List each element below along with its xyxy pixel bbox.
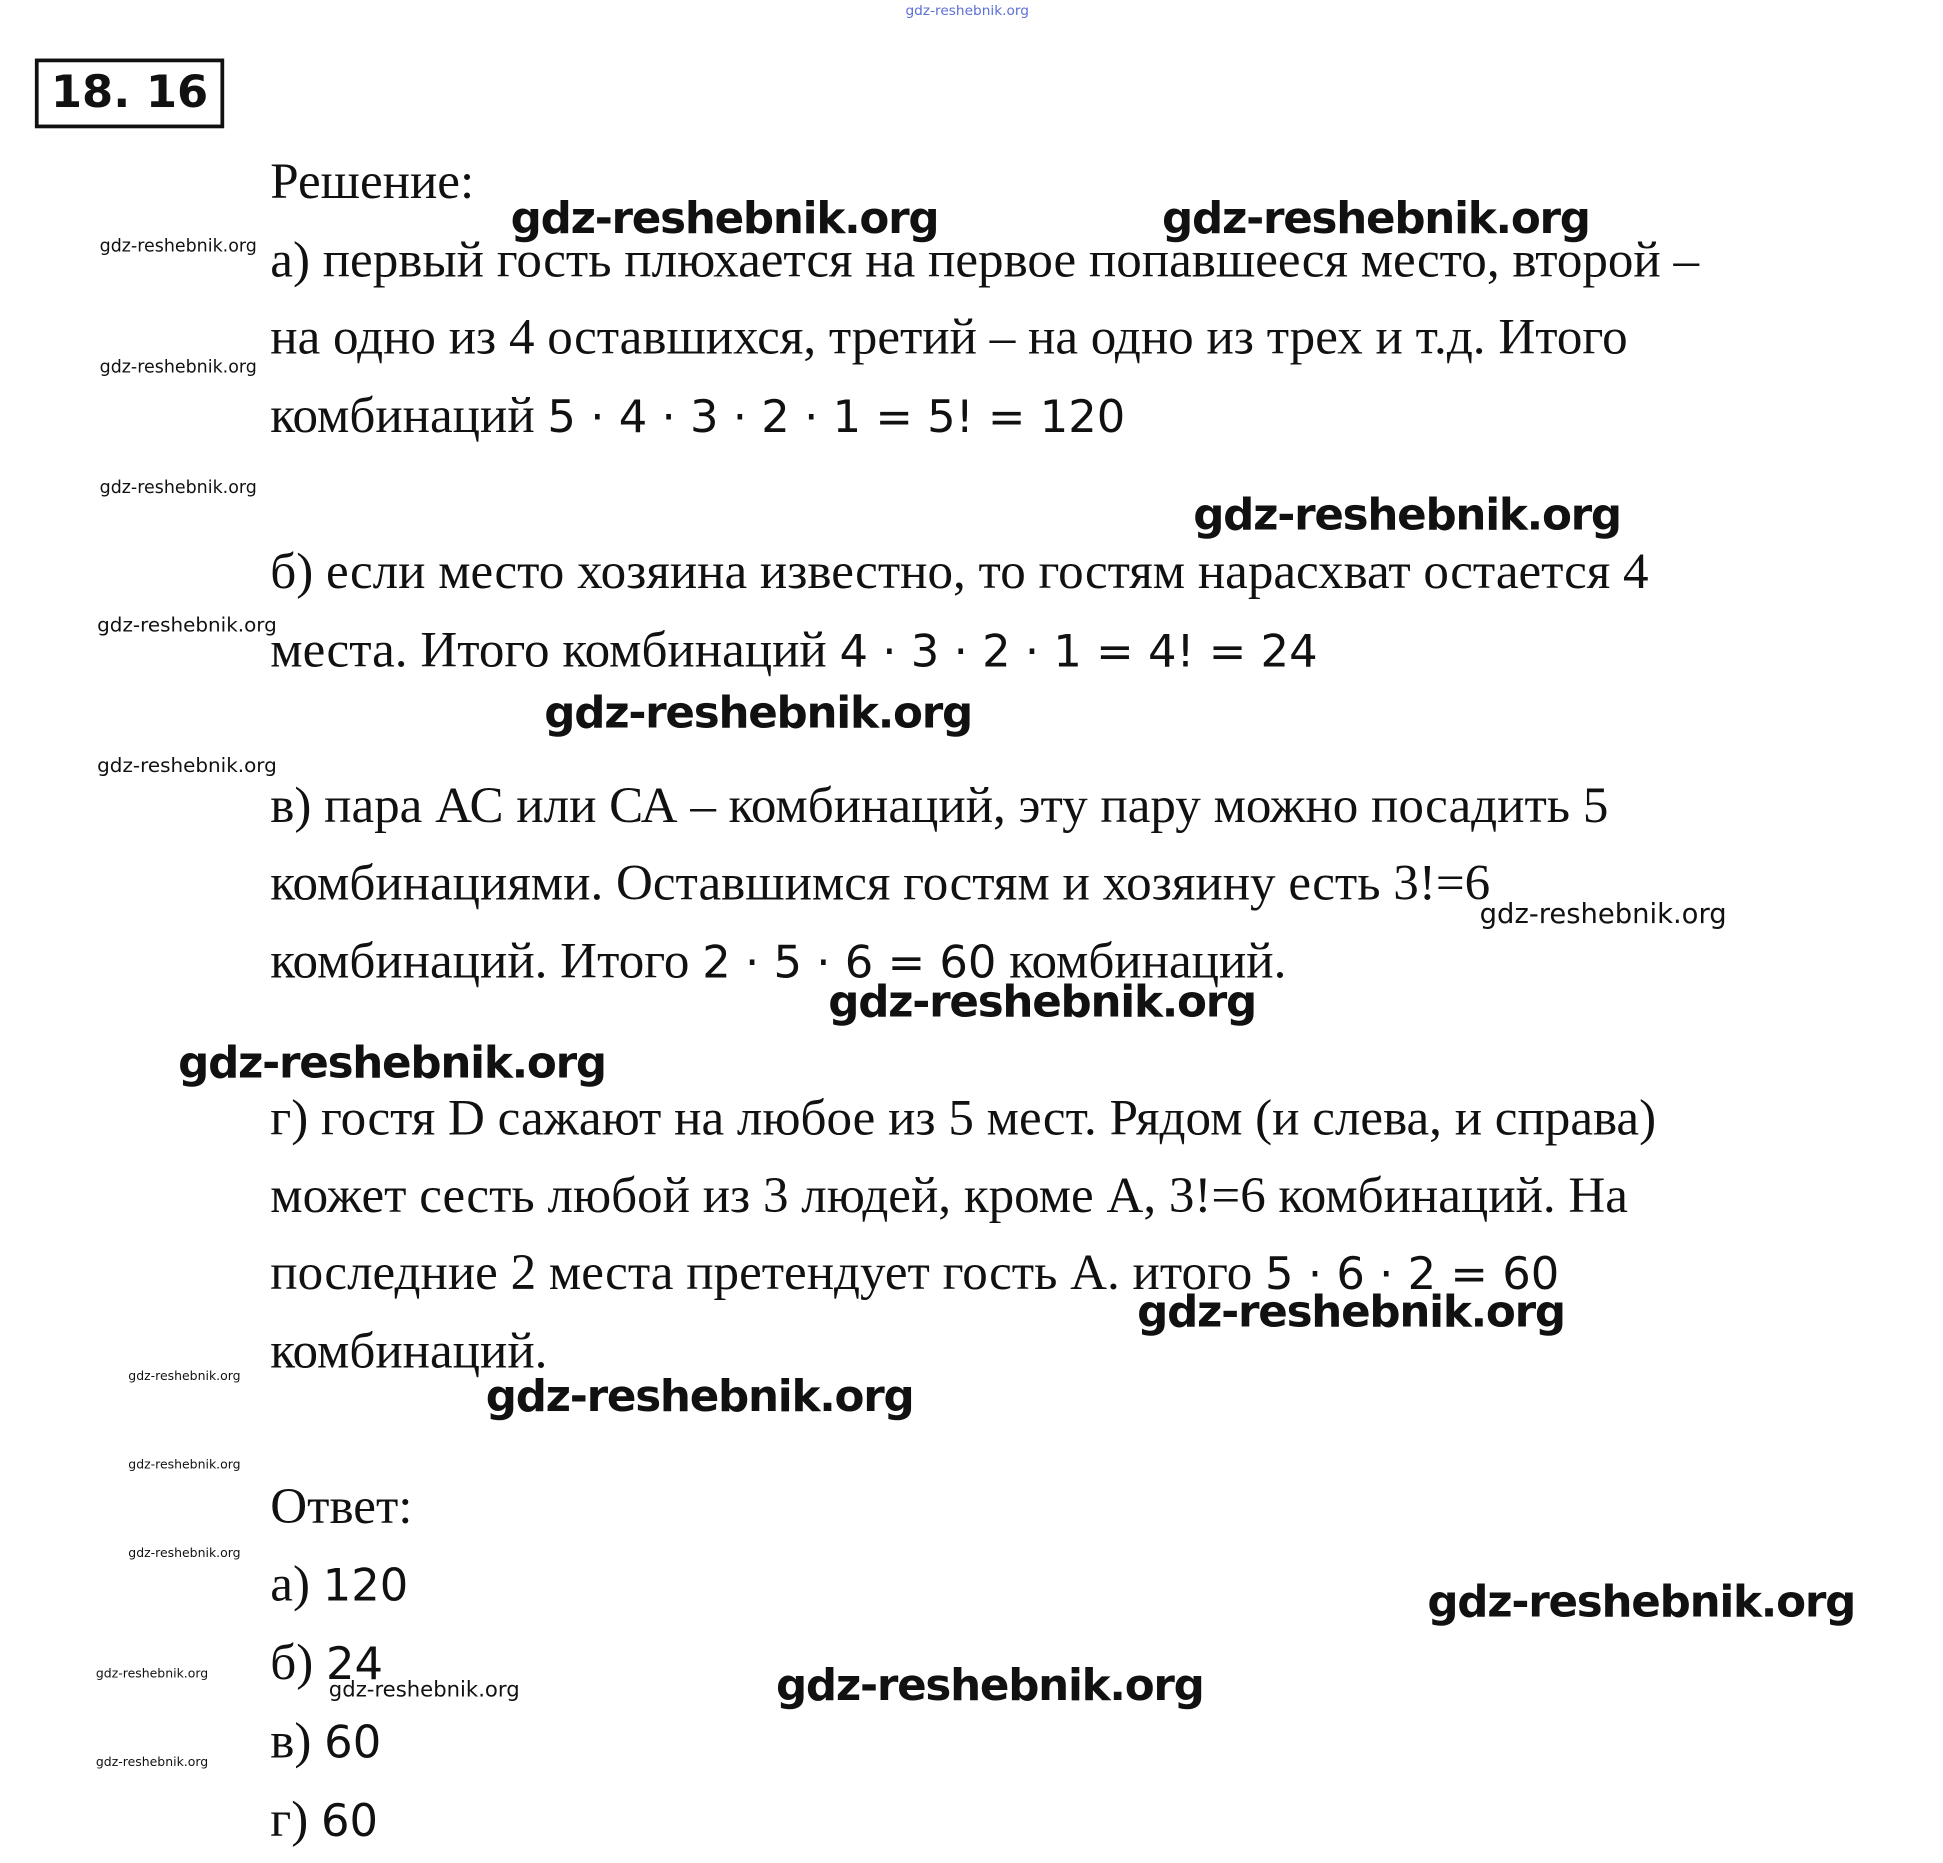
part-v-line-1: в) пара АС или СА – комбинаций, эту пару можно посадить 5	[270, 775, 1609, 834]
part-a-line-1: а) первый гость плюхается на первое попавшееся место, второй –	[270, 230, 1700, 288]
part-a-line-3	[270, 384, 1125, 450]
watermark: gdz-reshebnik.org	[99, 357, 257, 378]
text: комбинаций. Итого	[270, 931, 703, 989]
watermark: gdz-reshebnik.org	[128, 1458, 241, 1473]
part-g-line-2: может сесть любой из 3 людей, кроме А, 3!=6 комбинаций. На	[270, 1165, 1628, 1224]
part-g-line-4: комбинаций.	[270, 1321, 548, 1379]
watermark: gdz-reshebnik.org	[99, 236, 257, 257]
watermark: gdz-reshebnik.org	[128, 1370, 241, 1384]
text: последние 2 места претендует гость А. итого	[270, 1243, 1266, 1301]
value: 120	[322, 1560, 409, 1612]
watermark: gdz-reshebnik.org	[485, 1372, 914, 1423]
watermark: gdz-reshebnik.org	[1193, 490, 1621, 541]
watermark: gdz-reshebnik.org	[178, 1038, 606, 1089]
watermark: gdz-reshebnik.org	[95, 1756, 209, 1770]
value: 60	[324, 1717, 382, 1769]
formula: 4 · 3 · 2 · 1 = 4! = 24	[839, 626, 1318, 678]
answer-v	[270, 1709, 381, 1775]
part-b-line-2	[270, 618, 1317, 684]
watermark: gdz-reshebnik.org	[828, 977, 1256, 1028]
header-watermark: gdz-reshebnik.org	[905, 2, 1029, 19]
watermark: gdz-reshebnik.org	[99, 478, 257, 499]
watermark: gdz-reshebnik.org	[97, 753, 277, 778]
watermark: gdz-reshebnik.org	[544, 688, 972, 739]
part-a-line-2: на одно из 4 оставшихся, третий – на одно из трех и т.д. Итого	[270, 307, 1628, 365]
answer-g	[270, 1787, 378, 1853]
label: а)	[270, 1554, 323, 1612]
label: б)	[270, 1632, 327, 1691]
watermark: gdz-reshebnik.org	[95, 1667, 209, 1682]
text: места. Итого комбинаций	[270, 620, 840, 678]
label: в)	[270, 1711, 325, 1769]
watermark: gdz-reshebnik.org	[775, 1661, 1204, 1712]
watermark: gdz-reshebnik.org	[97, 612, 277, 637]
problem-number: 18. 16	[35, 59, 224, 129]
value: 60	[321, 1796, 379, 1848]
part-g-line-1: г) гостя D сажают на любое из 5 мест. Рядом (и слева, и справа)	[270, 1088, 1657, 1146]
answer-a	[270, 1552, 408, 1618]
text: комбинаций	[270, 386, 548, 444]
watermark: gdz-reshebnik.org	[1427, 1578, 1856, 1628]
part-b-line-1: б) если место хозяина известно, то гостям нарасхват остается 4	[270, 541, 1649, 600]
watermark: gdz-reshebnik.org	[1479, 899, 1727, 931]
formula: 5 · 6 · 2 = 60	[1265, 1249, 1560, 1301]
watermark: gdz-reshebnik.org	[1162, 194, 1590, 245]
part-v-line-2: комбинациями. Оставшимся гостям и хозяину есть 3!=6	[270, 853, 1491, 911]
watermark: gdz-reshebnik.org	[1137, 1287, 1565, 1338]
text: комбинаций.	[996, 931, 1287, 989]
formula: 2 · 5 · 6 = 60	[702, 937, 997, 989]
watermark: gdz-reshebnik.org	[510, 194, 939, 245]
value: 24	[326, 1639, 384, 1691]
formula: 5 · 4 · 3 · 2 · 1 = 5! = 120	[547, 392, 1126, 444]
label: г)	[270, 1789, 322, 1848]
answer-label: Ответ:	[270, 1477, 413, 1535]
solution-label: Решение:	[270, 151, 475, 210]
watermark: gdz-reshebnik.org	[128, 1546, 241, 1561]
watermark: gdz-reshebnik.org	[328, 1677, 520, 1703]
